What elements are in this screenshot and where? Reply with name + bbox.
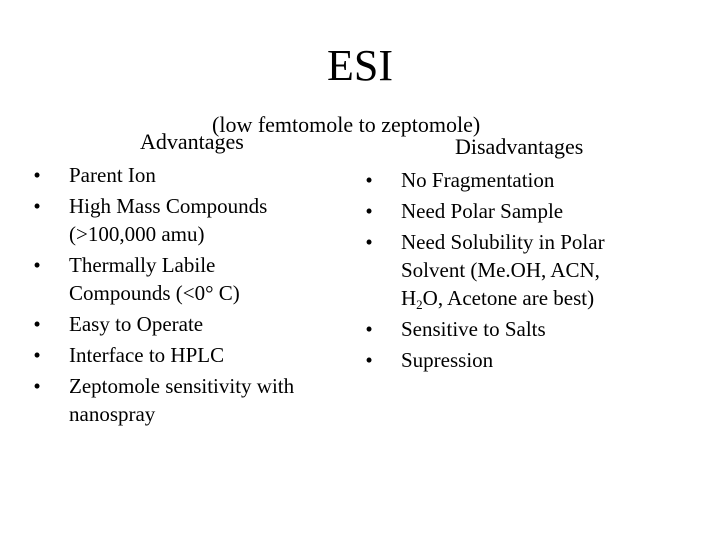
formula-rest: O, Acetone are best) [422, 286, 595, 310]
advantages-list [30, 161, 350, 431]
item-text-formula [401, 284, 662, 312]
advantages-heading: Advantages [140, 129, 244, 154]
list-item [362, 346, 662, 374]
list-item [30, 192, 350, 248]
list-item [30, 341, 350, 369]
item-text: High Mass Compounds [69, 194, 268, 218]
list-item [362, 197, 662, 225]
list-item [362, 228, 662, 312]
bullet-icon: • [365, 168, 373, 192]
bullet-icon: • [365, 317, 373, 341]
item-text: No Fragmentation [401, 168, 555, 192]
item-text: (>100,000 amu) [69, 222, 205, 246]
item-text: Supression [401, 348, 494, 372]
item-text: nanospray [69, 402, 156, 426]
formula-main: H [401, 286, 417, 310]
list-item [30, 161, 350, 189]
item-text: Compounds (<0° C) [69, 281, 240, 305]
item-text: Easy to Operate [69, 312, 204, 336]
disadvantages-list [362, 166, 662, 377]
list-item [362, 315, 662, 343]
slide-subtitle: (low femtomole to zeptomole) [212, 112, 481, 137]
item-text: Thermally Labile [69, 253, 216, 277]
item-text: Solvent (Me.OH, ACN, [401, 258, 600, 282]
item-text: Parent Ion [69, 163, 156, 187]
bullet-icon: • [33, 253, 41, 277]
bullet-icon: • [365, 348, 373, 372]
bullet-icon: • [33, 163, 41, 187]
bullet-icon: • [33, 374, 41, 398]
disadvantages-heading: Disadvantages [455, 134, 584, 159]
slide-title: ESI [327, 41, 393, 90]
item-text: Need Solubility in Polar [401, 230, 605, 254]
list-item [30, 372, 350, 428]
bullet-icon: • [33, 312, 41, 336]
item-text: Need Polar Sample [401, 199, 564, 223]
item-text: Sensitive to Salts [401, 317, 546, 341]
bullet-icon: • [33, 343, 41, 367]
list-item [30, 251, 350, 307]
bullet-icon: • [365, 230, 373, 254]
bullet-icon: • [365, 199, 373, 223]
item-text: Zeptomole sensitivity with [69, 374, 295, 398]
bullet-icon: • [33, 194, 41, 218]
formula-subscript: 2 [416, 297, 423, 312]
list-item [30, 310, 350, 338]
item-text: Interface to HPLC [69, 343, 225, 367]
list-item [362, 166, 662, 194]
